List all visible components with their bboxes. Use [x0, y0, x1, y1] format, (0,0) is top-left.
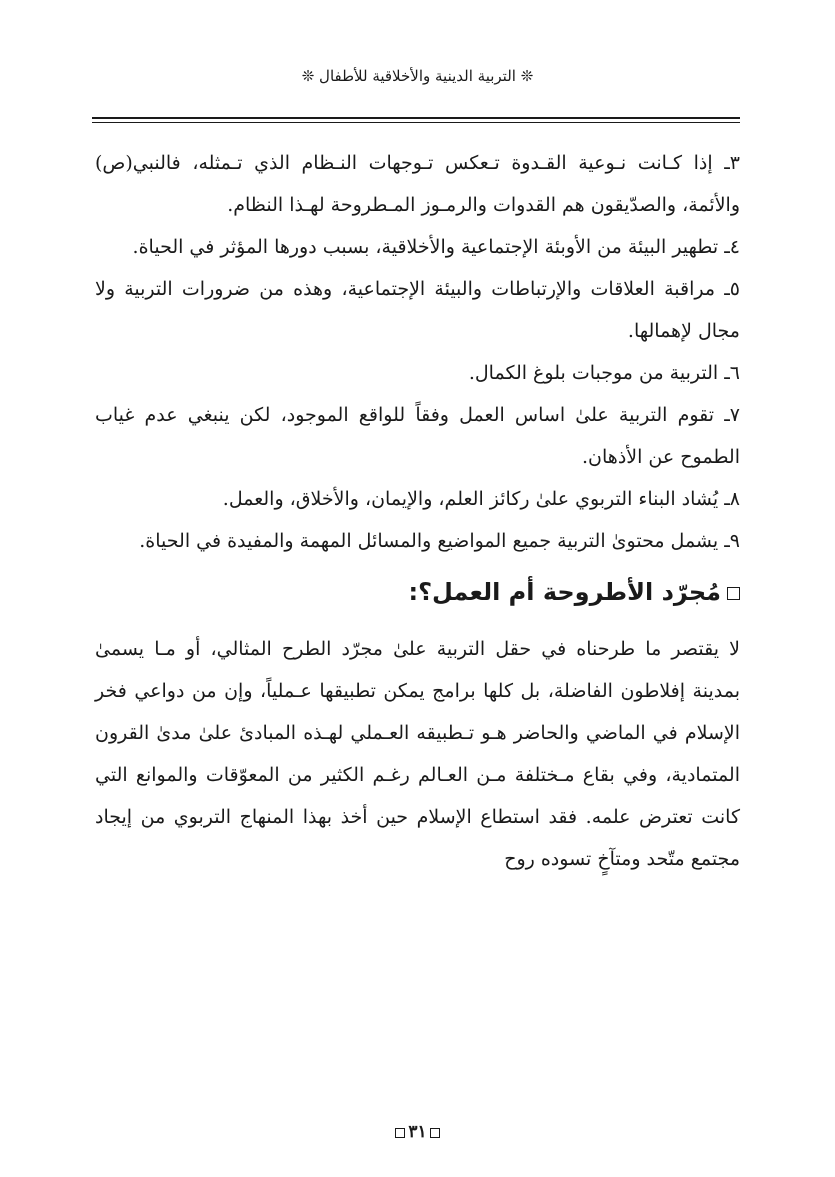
- section-heading-text: مُجرّد الأطروحة أم العمل؟:: [408, 578, 721, 606]
- square-ornament-icon: [430, 1128, 440, 1138]
- page-number-value: ٣١: [408, 1122, 427, 1142]
- list-item: ٥ـ مراقبة العلاقات والإرتباطات والبيئة الإجتماعية، وهذه من ضرورات التربية ولا مجال لإهمالها.: [95, 278, 740, 342]
- body-paragraph: لا يقتصر ما طرحناه في حقل التربية علىٰ مجرّد الطرح المثالي، أو مـا يسمىٰ بمدينة إفلاطون الفاضلة، بل كلها برامج يمكن تطبيقها عـملياً، وإن من دواعي فخر الإسلام في الماضي والحاضر هـو تـطبيقه العـملي لهـذه المبادئ علىٰ مدىٰ القرون المتمادية، وفي بقاع مـختلفة مـن العـالم رغـم الكثير من المعوّقات والموانع التي كانت تعترض علمه. فقد استطاع الإسلام حين أخذ بهذا المنهاج التربوي من إيجاد مجتمع متّحد ومتآخٍ تسوده روح: [95, 638, 740, 870]
- list-item: ٤ـ تطهير البيئة من الأوبئة الإجتماعية والأخلاقية، بسبب دورها المؤثر في الحياة.: [132, 236, 740, 258]
- list-item: ٦ـ التربية من موجبات بلوغ الكمال.: [468, 362, 740, 384]
- body-text: [95, 142, 740, 880]
- square-ornament-icon: [395, 1128, 405, 1138]
- square-bullet-icon: [727, 587, 740, 600]
- list-item: ٧ـ تقوم التربية علىٰ اساس العمل وفقاً للواقع الموجود، لكن ينبغي عدم غياب الطموح عن الأذهان.: [95, 404, 740, 468]
- list-item: ٣ـ إذا كـانت نـوعية القـدوة تـعكس تـوجهات النـظام الذي تـمثله، فالنبي(ص) والأئمة، والصدّيقون هم القدوات والرمـوز المـطروحة لهـذا النظام.: [95, 152, 740, 216]
- list-item: ٩ـ يشمل محتوىٰ التربية جميع المواضيع والمسائل المهمة والمفيدة في الحياة.: [139, 530, 740, 552]
- running-header: ❊ التربية الدينية والأخلاقية للأطفال ❊: [301, 67, 534, 85]
- list-item: ٨ـ يُشاد البناء التربوي علىٰ ركائز العلم، والإيمان، والأخلاق، والعمل.: [222, 488, 740, 510]
- page-number: [0, 1122, 835, 1142]
- header-rule-thick: [92, 117, 740, 119]
- section-heading: [95, 570, 740, 614]
- header-rule-thin: [92, 122, 740, 123]
